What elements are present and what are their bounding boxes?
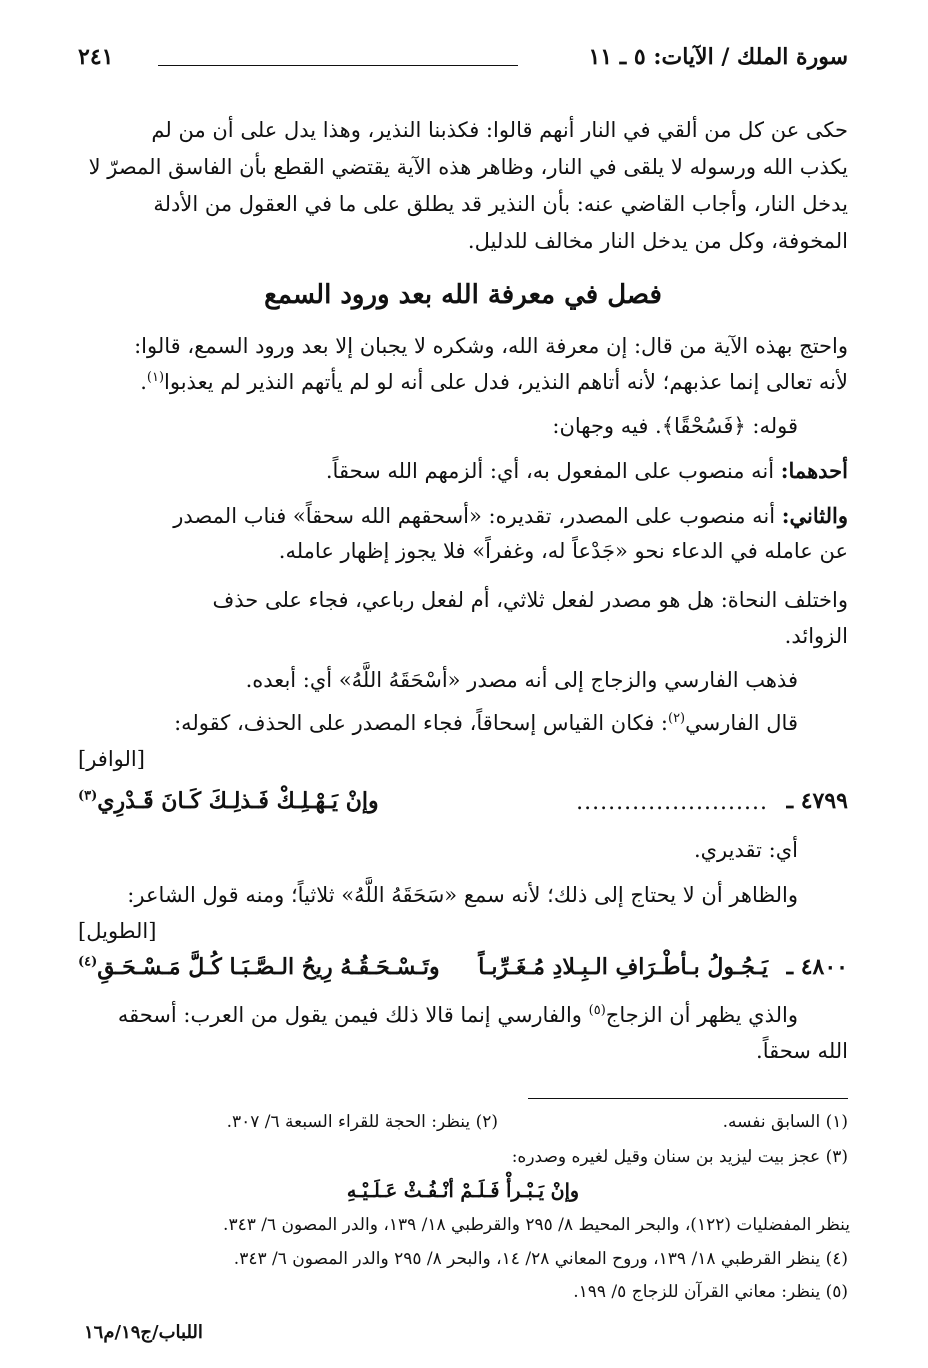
paragraph-line: أي: تقديري. <box>693 838 798 862</box>
paragraph-apparent <box>78 877 848 957</box>
footnote-3: (٣) عجز بيت ليزيد بن سنان وقيل لغيره وصدره: <box>511 1147 848 1167</box>
verse-hemistich-1: يَـجُـولُ بـأطْـرَافِ الـبِـلادِ مُـغَـرِّبـاً <box>478 954 768 980</box>
meter-label: [الوافر] <box>78 747 145 771</box>
footnote-3-references: ينظر المفضليات (١٢٢)، والبحر المحيط ٨/ ٢٩٥ والقرطبي ١٨/ ١٣٩، والدر المصون ٦/ ٣٤٣. <box>223 1215 850 1235</box>
text-run: . <box>140 370 147 394</box>
paragraph-line: فذهب الفارسي والزجاج إلى أنه مصدر «أسْحَقَهُ اللَّهُ» أي: أبعده. <box>245 668 798 692</box>
intro-paragraph <box>78 112 848 272</box>
paragraph-line: عن عامله في الدعاء نحو «جَدْعاً له، وغفراً» فلا يجوز إظهار عامله. <box>278 539 848 563</box>
footnote-3-verse: وإنْ يَـبْـرأْ فَـلَـمْ أنْـفُـثْ عَـلَـيْـهِ <box>346 1180 580 1202</box>
paragraph-second-aspect <box>78 497 848 577</box>
page-number: ٢٤١ <box>78 44 114 70</box>
footnote-5: (٥) ينظر: معاني القرآن للزجاج ٥/ ١٩٩. <box>573 1282 848 1302</box>
footnote-2: (٢) ينظر: الحجة للقراء السبعة ٦/ ٣٠٧. <box>226 1112 498 1132</box>
meter-label: [الطويل] <box>78 919 157 943</box>
footnote-ref-1: (١) <box>146 370 165 385</box>
text-run: قال الفارسي <box>685 711 798 735</box>
paragraph-farisi-zajjaj <box>78 662 848 702</box>
intro-line-1: حكى عن كل من ألقي في النار أنهم قالوا: فكذبنا النذير، وهذا يدل على أن من لم <box>151 118 848 142</box>
paragraph-line: والظاهر أن لا يحتاج إلى ذلك؛ لأنه سمع «سَحَقَهُ اللَّهُ» ثلاثياً؛ ومنه قول الشاعر: <box>127 883 798 907</box>
paragraph-line: الزوائد. <box>784 624 848 648</box>
text-run: لأنه تعالى إنما عذبهم؛ لأنه أتاهم النذير، فدل على أنه لو لم يأتهم النذير لم يعذبوا <box>164 370 848 394</box>
verse-4800 <box>78 950 848 990</box>
text-run: أنه منصوب على المفعول به، أي: ألزمهم الله سحقاً. <box>325 459 781 483</box>
paragraph-argument <box>78 328 848 408</box>
text-run: والذي يظهر أن الزجاج <box>605 1003 798 1027</box>
verse-number: ٤٨٠٠ ـ <box>786 954 848 980</box>
verse-4799 <box>78 784 848 824</box>
verse-hemistich-2 <box>78 954 440 980</box>
paragraph-line <box>326 452 848 490</box>
paragraph-farisi-said <box>78 705 848 785</box>
footnote-ref-3: (٣) <box>78 788 98 804</box>
text-run: والفارسي إنما قالا ذلك فيمن يقول من العرب: أسحقه <box>117 1003 589 1027</box>
header-title: سورة الملك / الآيات: ٥ ـ ١١ <box>588 44 848 70</box>
section-heading: فصل في معرفة الله بعد ورود السمع <box>264 280 662 310</box>
verse-dots: ........................ <box>576 790 768 815</box>
header-rule <box>158 65 518 66</box>
paragraph-quote <box>78 408 848 448</box>
paragraph-line <box>140 364 848 401</box>
text-run: وإنْ يَـهْـلِـكْ فَـذلِـكَ كَـانَ قَـدْرِي <box>97 788 379 814</box>
paragraph-line <box>118 997 798 1034</box>
paragraph-line: الله سحقاً. <box>756 1039 848 1063</box>
paragraph-line <box>174 705 798 742</box>
paragraph-line <box>173 497 848 535</box>
paragraph-first-aspect <box>78 452 848 492</box>
paragraph-line: واختلف النحاة: هل هو مصدر لفعل ثلاثي، أم لفعل رباعي، فجاء على حذف <box>212 588 848 612</box>
lead-word: أحدهما: <box>780 458 848 483</box>
verse-text <box>78 788 379 814</box>
footnote-rule <box>528 1098 848 1099</box>
footnote-ref-4: (٤) <box>78 954 98 970</box>
intro-line-4: المخوفة، وكل من يدخل النار مخالف للدليل. <box>467 229 848 253</box>
footer-signature: اللباب/ج١٩/م١٦ <box>84 1322 203 1343</box>
running-header <box>78 40 848 80</box>
paragraph-line: واحتج بهذه الآية من قال: إن معرفة الله، وشكره لا يجبان إلا بعد ورود السمع، قالوا: <box>134 334 848 358</box>
intro-line-2: يكذب الله ورسوله لا يلقى في النار، وظاهر هذه الآية يقتضي القطع بأن الفاسق المصرّ لا <box>88 155 848 179</box>
paragraph-grammarians <box>78 582 848 662</box>
text-run: وتَـسْـحَـقُـهُ رِيحُ الـصَّـبَـا كُـلَّ مَـسْـحَـقِ <box>97 954 440 980</box>
text-run: أنه منصوب على المصدر، تقديره: «أسحقهم الله سحقاً» فناب المصدر <box>173 504 782 528</box>
lead-word: والثاني: <box>781 503 848 528</box>
footnote-ref-5: (٥) <box>588 1003 606 1018</box>
footnote-1: (١) السابق نفسه. <box>722 1112 848 1132</box>
paragraph-line: قوله: ﴿فَسُحْقًا﴾. فيه وجهان: <box>552 414 798 438</box>
paragraph-conclusion <box>78 997 848 1077</box>
verse-number: ٤٧٩٩ ـ <box>786 788 848 814</box>
intro-line-3: يدخل النار، وأجاب القاضي عنه: بأن النذير قد يطلق على ما في العقول من الأدلة <box>153 192 848 216</box>
paragraph-meaning <box>78 832 848 872</box>
text-run: : فكان القياس إسحاقاً، فجاء المصدر على الحذف، كقوله: <box>174 711 668 735</box>
footnote-4: (٤) ينظر القرطبي ١٨/ ١٣٩، وروح المعاني ٢٨/ ١٤، والبحر ٨/ ٢٩٥ والدر المصون ٦/ ٣٤٣. <box>233 1249 848 1269</box>
footnote-ref-2: (٢) <box>667 711 686 726</box>
